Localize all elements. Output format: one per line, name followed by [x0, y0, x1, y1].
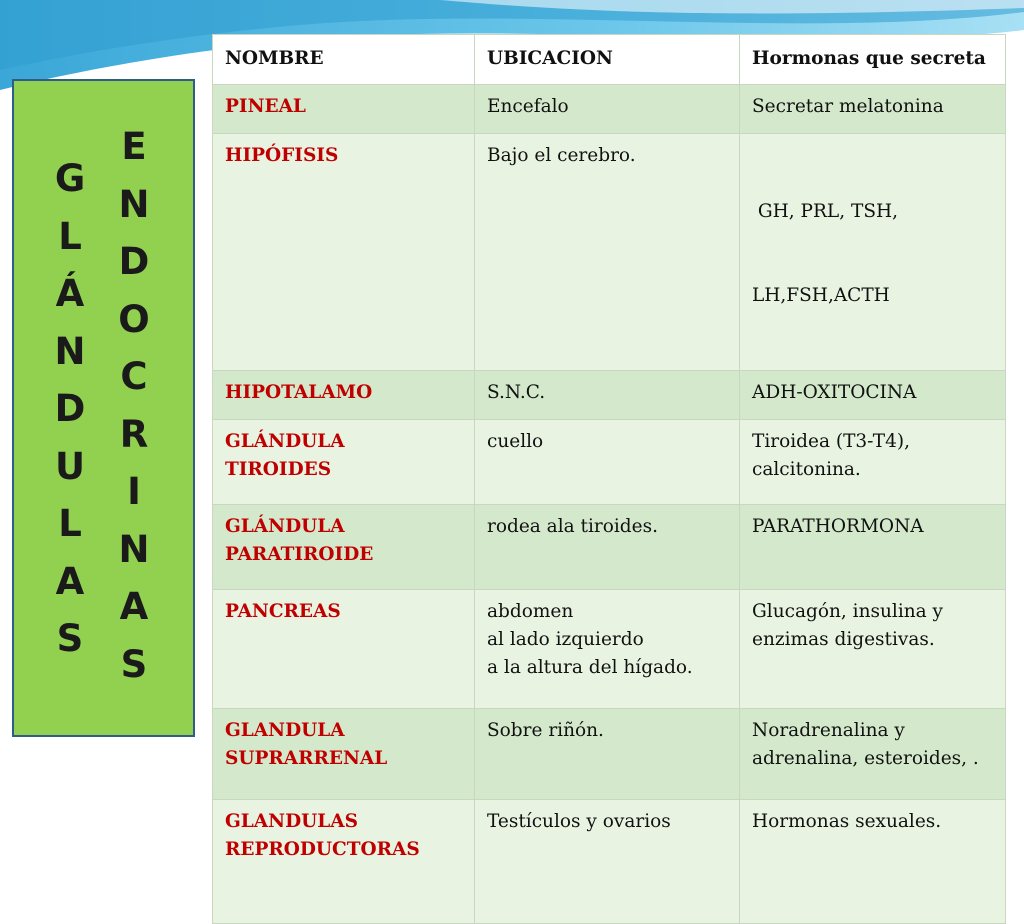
gland-name-cell: [213, 420, 475, 505]
gland-name-cell: [213, 800, 475, 924]
location-cell: [475, 134, 740, 371]
location-cell: [475, 85, 740, 134]
cell-line: enzimas digestivas.: [752, 629, 935, 650]
cell-line: Encefalo: [487, 96, 569, 117]
hormones-cell: [740, 420, 1006, 505]
cell-line: Bajo el cerebro.: [487, 145, 636, 166]
banner-word-glandulas: [40, 150, 100, 668]
banner-letter: L: [58, 502, 82, 545]
cell-line: rodea ala tiroides.: [487, 516, 658, 537]
banner-letter: D: [118, 240, 150, 283]
table-row: [213, 85, 1006, 134]
table-row: [213, 134, 1006, 371]
hormones-cell: [740, 85, 1006, 134]
cell-line: REPRODUCTORAS: [225, 839, 420, 860]
banner-letter: E: [121, 125, 147, 168]
cell-line: Sobre riñón.: [487, 720, 604, 741]
cell-line: GLÁNDULA: [225, 516, 345, 537]
cell-line: GH, PRL, TSH,: [752, 201, 899, 222]
gland-name-cell: [213, 371, 475, 420]
hormones-cell: [740, 134, 1006, 371]
cell-line: Hormonas sexuales.: [752, 811, 942, 832]
cell-line: cuello: [487, 431, 544, 452]
gland-name-cell: [213, 85, 475, 134]
cell-line: GLANDULAS: [225, 811, 358, 832]
location-cell: [475, 371, 740, 420]
banner-letter: A: [55, 559, 85, 603]
cell-line: SUPRARRENAL: [225, 748, 388, 769]
banner-letter: A: [119, 585, 149, 628]
banner-letter: Á: [55, 272, 85, 315]
cell-line: HIPOTALAMO: [225, 382, 373, 403]
location-cell: [475, 800, 740, 924]
banner-letter: S: [120, 642, 148, 686]
hormones-cell: [740, 709, 1006, 800]
hormones-cell: [740, 371, 1006, 420]
banner-letter: R: [119, 412, 149, 456]
table-row: [213, 505, 1006, 590]
location-cell: [475, 420, 740, 505]
table-header-row: [213, 35, 1006, 85]
cell-line: PINEAL: [225, 96, 306, 117]
cell-line: GLANDULA: [225, 720, 345, 741]
location-cell: [475, 709, 740, 800]
glands-table-container: [212, 34, 1005, 860]
cell-line: Testículos y ovarios: [487, 811, 671, 832]
banner-word-endocrinas: [104, 118, 164, 693]
cell-line: LH,FSH,ACTH: [752, 285, 890, 306]
cell-line: adrenalina, esteroides, .: [752, 748, 979, 769]
location-cell: [475, 505, 740, 590]
cell-line: GLÁNDULA: [225, 431, 345, 452]
cell-line: ADH-OXITOCINA: [752, 382, 917, 403]
table-row: [213, 590, 1006, 709]
cell-line: Tiroidea (T3-T4),: [752, 431, 910, 452]
header-hormonas: Hormonas que secreta: [740, 35, 1006, 85]
banner-letter: N: [118, 182, 150, 226]
location-cell: [475, 590, 740, 709]
banner-letter: D: [54, 387, 86, 430]
header-nombre: NOMBRE: [213, 35, 475, 85]
cell-line: abdomen: [487, 601, 574, 622]
cell-line: Glucagón, insulina y: [752, 601, 944, 622]
gland-name-cell: [213, 134, 475, 371]
cell-line: TIROIDES: [225, 459, 332, 480]
banner-letter: I: [127, 470, 141, 513]
banner-letter: C: [120, 355, 148, 398]
cell-line: calcitonina.: [752, 459, 861, 480]
cell-line: PARATIROIDE: [225, 544, 374, 565]
banner-letter: L: [58, 214, 82, 258]
cell-line: a la altura del hígado.: [487, 657, 693, 678]
glands-table: [212, 34, 1006, 924]
gland-name-cell: [213, 709, 475, 800]
hormones-cell: [740, 800, 1006, 924]
banner-letter: N: [54, 329, 86, 373]
banner-letter: U: [54, 444, 86, 488]
table-row: [213, 371, 1006, 420]
cell-line: PANCREAS: [225, 601, 341, 622]
gland-name-cell: [213, 590, 475, 709]
gland-name-cell: [213, 505, 475, 590]
hormones-cell: [740, 590, 1006, 709]
table-row: [213, 420, 1006, 505]
table-row: [213, 709, 1006, 800]
banner-letter: S: [56, 617, 84, 660]
banner-letter: G: [54, 157, 86, 200]
cell-line: PARATHORMONA: [752, 516, 924, 537]
cell-line: Noradrenalina y: [752, 720, 905, 741]
header-ubicacion: UBICACION: [475, 35, 740, 85]
hormones-cell: [740, 505, 1006, 590]
cell-line: al lado izquierdo: [487, 629, 644, 650]
cell-line: HIPÓFISIS: [225, 145, 339, 166]
cell-line: Secretar melatonina: [752, 96, 944, 117]
table-row: [213, 800, 1006, 924]
banner-letter: O: [118, 297, 150, 341]
cell-line: S.N.C.: [487, 382, 546, 403]
banner-letter: N: [118, 527, 150, 571]
